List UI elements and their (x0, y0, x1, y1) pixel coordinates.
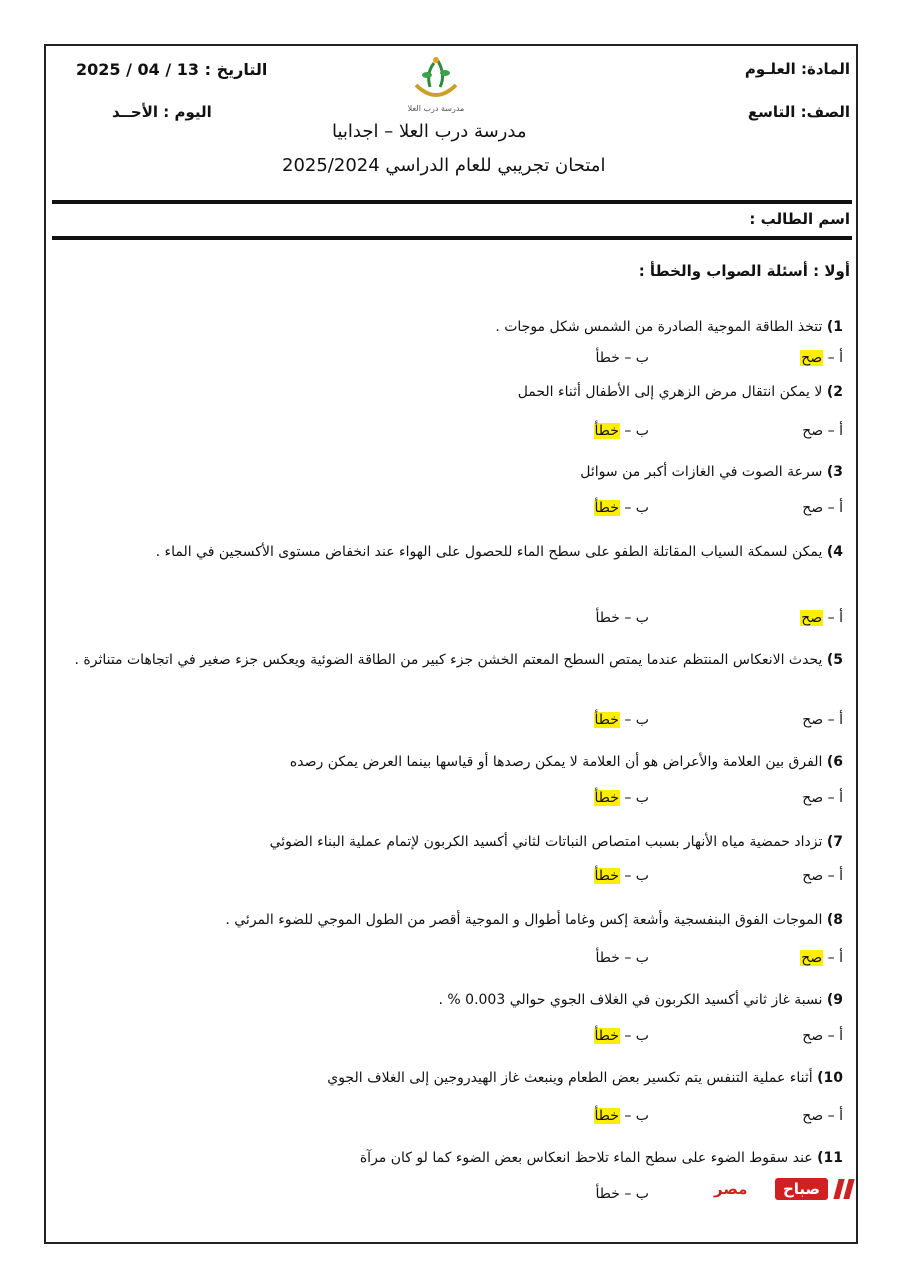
day-label: اليوم : الأحــد (112, 103, 212, 121)
student-name-label: اسم الطالب : (749, 210, 850, 228)
watermark-suffix: مصر (714, 1180, 748, 1198)
correct-answer-highlight: خطأ (594, 790, 619, 806)
correct-answer-highlight: صح (801, 350, 823, 366)
question-number: 2) (826, 384, 843, 400)
section-title: أولا : أسئلة الصواب والخطأ : (638, 262, 850, 280)
question-6 (48, 750, 843, 774)
question-text: الفرق بين العلامة والأعراض هو أن العلامة لا يمكن رصدها أو قياسها بينما العرض يمكن رصده (289, 754, 823, 770)
option-true: أ – صح (801, 350, 843, 366)
question-text: تتخذ الطاقة الموجية الصادرة من الشمس شكل موجات . (495, 319, 823, 335)
question-text: تزداد حمضية مياه الأنهار بسبب امتصاص النباتات لثاني أكسيد الكربون لإتمام عملية البناء الضوئي (269, 834, 823, 850)
question-number: 6) (826, 754, 843, 770)
question-number: 11) (817, 1150, 843, 1166)
correct-answer-highlight: خطأ (594, 423, 619, 439)
watermark-logo (712, 1175, 852, 1203)
question-text: سرعة الصوت في الغازات أكبر من سوائل (580, 464, 823, 480)
question-text: يحدث الانعكاس المنتظم عندما يمتص السطح المعتم الخشن جزء كبير من الطاقة الضوئية ويعكس جزء صغير في اتجاهات متناثرة . (74, 652, 823, 668)
option-false: ب – خطأ (594, 790, 649, 806)
question-2 (48, 380, 843, 404)
question-1 (48, 315, 843, 339)
question-number: 9) (826, 992, 843, 1008)
option-true: أ – صح (802, 500, 843, 516)
date-label: التاريخ : 13 / 04 / 2025 (76, 60, 268, 79)
option-true: أ – صح (802, 1028, 843, 1044)
school-name: مدرسة درب العلا – اجدابيا (332, 121, 527, 142)
option-false: ب – خطأ (594, 712, 649, 728)
option-false: ب – خطأ (595, 610, 649, 626)
option-true: أ – صح (801, 610, 843, 626)
question-3 (48, 460, 843, 484)
option-true: أ – صح (802, 712, 843, 728)
question-text: لا يمكن انتقال مرض الزهري إلى الأطفال أثناء الحمل (517, 384, 823, 400)
exam-title: امتحان تجريبي للعام الدراسي 2025/2024 (282, 155, 606, 176)
option-true: أ – صح (802, 1108, 843, 1124)
logo-caption: مدرسة درب العلا (407, 104, 465, 113)
question-7 (48, 830, 843, 854)
option-false: ب – خطأ (594, 868, 649, 884)
student-divider (52, 236, 852, 240)
watermark-brand: صباح (775, 1178, 828, 1200)
question-5 (48, 648, 843, 672)
question-number: 3) (826, 464, 843, 480)
question-4 (48, 540, 843, 564)
exam-page-frame (44, 44, 858, 1244)
question-text: أثناء عملية التنفس يتم تكسير بعض الطعام وينبعث غاز الهيدروجين إلى الغلاف الجوي (327, 1070, 813, 1086)
grade-label: الصف: التاسع (747, 103, 850, 121)
correct-answer-highlight: خطأ (594, 1028, 619, 1044)
question-number: 7) (826, 834, 843, 850)
correct-answer-highlight: خطأ (594, 868, 619, 884)
question-number: 5) (826, 652, 843, 668)
option-false: ب – خطأ (594, 423, 649, 439)
option-false: ب – خطأ (595, 1186, 649, 1202)
subject-label: المادة: العلـوم (744, 60, 850, 78)
question-8 (48, 908, 843, 932)
question-11 (48, 1146, 843, 1170)
question-number: 1) (826, 319, 843, 335)
option-true: أ – صح (801, 950, 843, 966)
question-text: عند سقوط الضوء على سطح الماء تلاحظ انعكاس بعض الضوء كما لو كان مرآة (359, 1150, 813, 1166)
question-text: الموجات الفوق البنفسجية وأشعة إكس وغاما أطوال و الموجية أقصر من الطول الموجي للضوء المرئي . (225, 912, 823, 928)
question-text: يمكن لسمكة السياب المقاتلة الطفو على سطح الماء للحصول على الهواء عند انخفاض مستوى الأكسجين في الماء . (155, 544, 823, 560)
question-number: 8) (826, 912, 843, 928)
correct-answer-highlight: خطأ (594, 1108, 619, 1124)
header-divider (52, 200, 852, 204)
option-false: ب – خطأ (595, 350, 649, 366)
correct-answer-highlight: صح (801, 950, 823, 966)
question-text: نسبة غاز ثاني أكسيد الكربون في الغلاف الجوي حوالي 0.003 % . (438, 992, 823, 1008)
question-number: 10) (817, 1070, 843, 1086)
option-false: ب – خطأ (595, 950, 649, 966)
question-9 (48, 988, 843, 1012)
question-10 (48, 1066, 843, 1090)
option-true: أ – صح (802, 868, 843, 884)
option-true: أ – صح (802, 423, 843, 439)
correct-answer-highlight: خطأ (594, 712, 619, 728)
option-false: ب – خطأ (594, 500, 649, 516)
option-true: أ – صح (802, 790, 843, 806)
option-false: ب – خطأ (594, 1108, 649, 1124)
school-logo (400, 55, 472, 117)
correct-answer-highlight: خطأ (594, 500, 619, 516)
correct-answer-highlight: صح (801, 610, 823, 626)
question-number: 4) (826, 544, 843, 560)
option-false: ب – خطأ (594, 1028, 649, 1044)
